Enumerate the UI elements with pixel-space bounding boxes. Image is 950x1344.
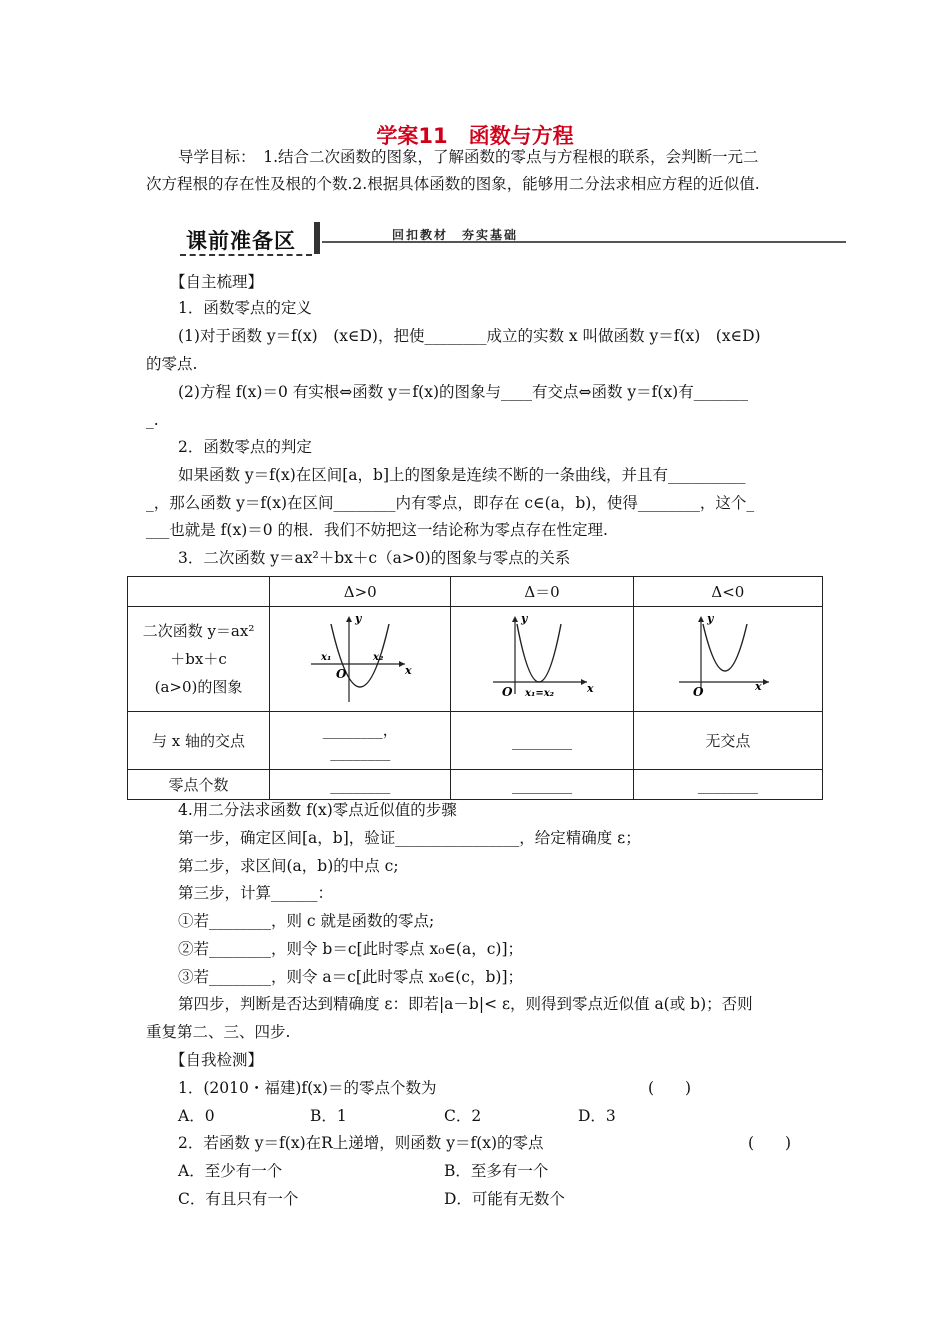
heading-self-review: 【自主梳理】 [170, 273, 264, 291]
goal-line-1: 导学目标： 1.结合二次函数的图象，了解函数的零点与方程根的联系，会判断一元二 [178, 148, 759, 166]
question-1: 1．(2010・福建)f(x)＝的零点个数为 [178, 1079, 437, 1097]
graph-no-root [633, 607, 822, 712]
intersect-two-roots [270, 712, 451, 770]
step-3-case-3: ③若________，则令 a＝c[此时零点 x₀∈(c，b)]； [178, 968, 523, 986]
q2-option-d: D．可能有无数个 [444, 1190, 565, 1208]
origin-label: O [336, 666, 347, 681]
q1-option-d: D．3 [578, 1107, 616, 1125]
q2-option-a: A．至少有一个 [178, 1162, 283, 1180]
axis-y-label: y [706, 611, 714, 625]
intersect-double-root: ________ [451, 712, 633, 770]
graph-two-roots [270, 607, 451, 712]
item-4-title: 4.用二分法求函数 f(x)零点近似值的步骤 [178, 801, 457, 819]
quadratic-table [127, 576, 823, 800]
root-x2-label: x₂ [373, 651, 384, 663]
zero-count-blank-1: ________ [270, 770, 451, 800]
row-intersect-label: 与 x 轴的交点 [128, 712, 270, 770]
section-banner [178, 222, 318, 256]
intersect-blank-2: ________ [330, 742, 391, 761]
question-2: 2．若函数 y＝f(x)在R上递增，则函数 y＝f(x)的零点 [178, 1134, 544, 1152]
double-root-label: x₁=x₂ [525, 687, 555, 699]
root-x1-label: x₁ [321, 651, 332, 663]
q1-option-c: C．2 [444, 1107, 482, 1125]
step-4-cont: 重复第二、三、四步. [146, 1023, 291, 1041]
q1-option-a: A．0 [178, 1107, 215, 1125]
zero-count-blank-3: ________ [633, 770, 822, 800]
item-1-2-cont: _. [146, 411, 159, 429]
parabola-double-root-graph [487, 610, 597, 705]
item-3-title: 3．二次函数 y＝ax²＋bx＋c（a>0)的图象与零点的关系 [178, 549, 571, 567]
step-3: 第三步，计算______： [178, 884, 334, 902]
step-3-case-2: ②若________，则令 b＝c[此时零点 x₀∈(a，c)]； [178, 940, 523, 958]
row-zero-count-label: 零点个数 [128, 770, 270, 800]
axis-x-label: x [405, 663, 412, 677]
item-1-2: (2)方程 f(x)＝0 有实根⇔函数 y＝f(x)的图象与____有交点⇔函数 y＝f(x)有_______ [178, 383, 748, 401]
header-delta-zero: Δ＝0 [451, 577, 633, 607]
axis-y-label: y [355, 611, 362, 625]
axis-x-label: x [587, 681, 594, 695]
intersect-blank-1: ________， [322, 720, 398, 739]
q1-option-b: B．1 [310, 1107, 347, 1125]
question-2-answer-bracket: ( ) [748, 1134, 792, 1152]
item-1-1: (1)对于函数 y＝f(x) (x∈D)，把使________成立的实数 x 叫做函数 y＝f(x) (x∈D) [178, 327, 761, 345]
row-graph-label-line1: 二次函数 y＝ax² [142, 622, 255, 640]
section-banner-title: 课前准备区 [186, 229, 296, 253]
parabola-no-root-graph [673, 610, 783, 705]
graph-double-root [451, 607, 633, 712]
header-delta-negative: Δ<0 [633, 577, 822, 607]
axis-x-label: x [754, 679, 762, 693]
q2-option-b: B．至多有一个 [444, 1162, 549, 1180]
item-1-title: 1．函数零点的定义 [178, 299, 312, 317]
axis-y-label: y [521, 611, 528, 625]
question-1-answer-bracket: ( ) [648, 1079, 692, 1097]
row-graph-label-line2: ＋bx＋c [170, 650, 227, 668]
origin-label: O [692, 684, 704, 699]
origin-label: O [502, 684, 513, 699]
intersect-none: 无交点 [633, 712, 822, 770]
banner-divider [314, 222, 320, 254]
table-corner-cell [128, 577, 270, 607]
header-delta-positive: Δ>0 [270, 577, 451, 607]
item-1-1-cont: 的零点. [146, 355, 198, 373]
item-2-line-3: ___也就是 f(x)＝0 的根．我们不妨把这一结论称为零点存在性定理. [146, 521, 608, 539]
step-2: 第二步，求区间(a，b)的中点 c; [178, 857, 399, 875]
row-graph-label-line3: (a>0)的图象 [154, 678, 243, 696]
step-1: 第一步，确定区间[a，b]，验证________________，给定精确度 ε； [178, 829, 641, 847]
row-graph-label [128, 607, 270, 712]
parabola-two-roots-graph [305, 610, 415, 705]
zero-count-blank-2: ________ [451, 770, 633, 800]
step-4: 第四步，判断是否达到精确度 ε：即若|a－b|< ε，则得到零点近似值 a(或 b)；否则 [178, 995, 753, 1013]
item-2-title: 2．函数零点的判定 [178, 438, 312, 456]
banner-dash-underline [180, 254, 312, 256]
item-2-line-2: _，那么函数 y＝f(x)在区间________内有零点，即存在 c∈(a，b)，使得________，这个_ [146, 494, 755, 512]
section-banner-subtitle: 回扣教材 夯实基础 [392, 228, 519, 242]
page-title: 学案11 函数与方程 [376, 124, 574, 148]
item-2-line-1: 如果函数 y＝f(x)在区间[a，b]上的图象是连续不断的一条曲线，并且有__________ [178, 466, 746, 484]
heading-self-test: 【自我检测】 [170, 1051, 264, 1069]
q2-option-c: C．有且只有一个 [178, 1190, 299, 1208]
step-3-case-1: ①若________，则 c 就是函数的零点; [178, 912, 435, 930]
goal-line-2: 次方程根的存在性及根的个数.2.根据具体函数的图象，能够用二分法求相应方程的近似值. [146, 175, 760, 193]
